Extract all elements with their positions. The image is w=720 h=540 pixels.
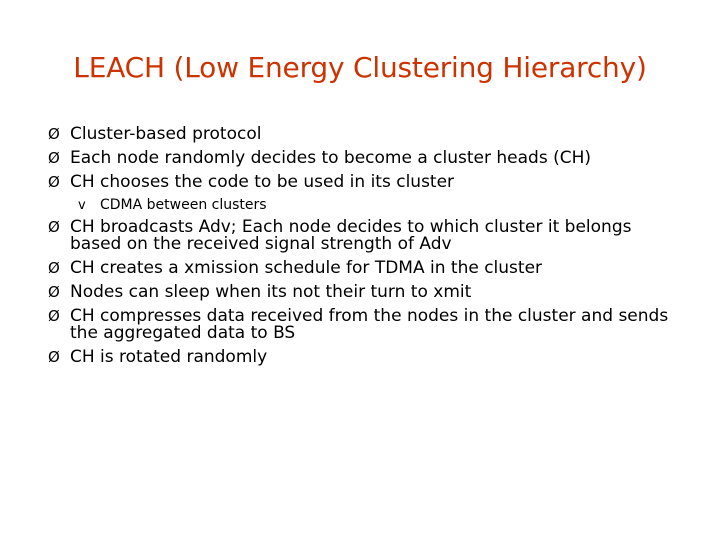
bullet-text: CH compresses data received from the nodes in the cluster and sends the aggregated data to BS	[70, 306, 669, 343]
diamond-bullet-icon: v	[78, 198, 86, 213]
bullet-item	[48, 349, 688, 366]
bullet-text: CH is rotated randomly	[70, 347, 268, 367]
bullet-item	[48, 126, 688, 143]
arrow-bullet-icon: Ø	[48, 173, 60, 191]
sub-bullet-text: CDMA between clusters	[100, 197, 267, 213]
bullet-list	[48, 126, 688, 373]
bullet-item	[48, 174, 688, 191]
bullet-text: CH creates a xmission schedule for TDMA in the cluster	[70, 258, 543, 278]
slide-title: LEACH (Low Energy Clustering Hierarchy)	[73, 51, 647, 84]
arrow-bullet-icon: Ø	[48, 307, 60, 325]
arrow-bullet-icon: Ø	[48, 283, 60, 301]
bullet-item	[48, 260, 688, 277]
bullet-item	[48, 308, 688, 342]
arrow-bullet-icon: Ø	[48, 218, 60, 236]
arrow-bullet-icon: Ø	[48, 125, 60, 143]
bullet-item	[48, 284, 688, 301]
arrow-bullet-icon: Ø	[48, 259, 60, 277]
bullet-item	[48, 150, 688, 167]
arrow-bullet-icon: Ø	[48, 149, 60, 167]
bullet-text: Each node randomly decides to become a cluster heads (CH)	[70, 148, 592, 168]
bullet-text: CH chooses the code to be used in its cluster	[70, 172, 455, 192]
bullet-text: Nodes can sleep when its not their turn to xmit	[70, 282, 472, 302]
bullet-text: CH broadcasts Adv; Each node decides to which cluster it belongs based on the received signal strength of Adv	[70, 217, 632, 254]
bullet-text: Cluster-based protocol	[70, 124, 262, 144]
sub-bullet-item	[48, 198, 688, 213]
bullet-item	[48, 219, 688, 253]
arrow-bullet-icon: Ø	[48, 348, 60, 366]
